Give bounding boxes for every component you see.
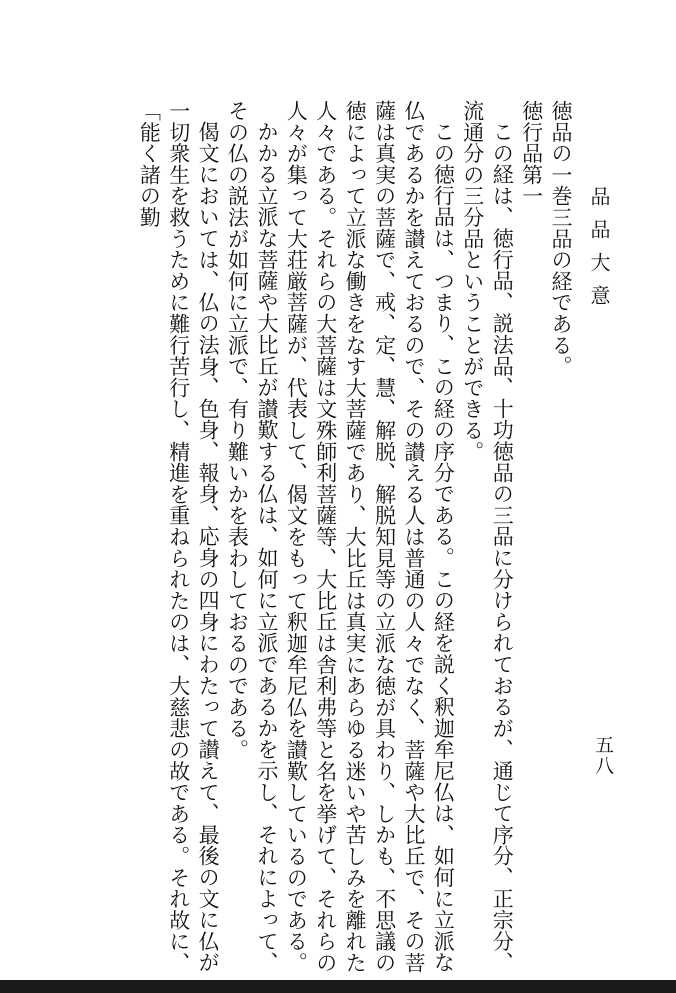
section-title: 品品大意: [587, 186, 611, 318]
chapter-heading: 徳行品第一: [519, 100, 544, 207]
paragraph: この徳行品は、つまり、この経の序分である。この経を説く釈迦牟尼仏は、如何に立派な仏であるかを讃えておるので、その讃える人は普通の人々でなく、菩薩や大比丘で、その菩薩は真実の菩薩で、戒、定、慧、解脱、解脱知見等の立派な徳が具わり、しかも、不思議の徳によって立派な働きをなす大菩薩であり、大比丘は真実にあらゆる迷いや苦しみを離れた人々である。それらの大菩薩は文殊師利菩薩等、大比丘は舎利弗等と名を挙げて、それらの人々が集って大荘厳菩薩が、代表して、偈文をもって釈迦牟尼仏を讃歎しているのである。: [284, 100, 456, 974]
paragraph: この経は、徳行品、説法品、十功徳品の三品に分けられておるが、通じて序分、正宗分、流通分の三分品ということができる。: [460, 100, 515, 973]
paragraph: かかる立派な菩薩や大比丘が讃歎する仏は、如何に立派であるかを示し、それによって、その仏の説法が如何に立派で、有り難いかを表わしておるのである。: [225, 100, 279, 973]
paragraph: 偈文においては、仏の法身、色身、報身、応身の四身にわたって讃えて、最後の文に仏が一切衆生を救うために難行苦行し、精進を重ねられたのは、大慈悲の故である。それ故に、「能く諸の勤: [137, 100, 221, 974]
page-number: 五八: [592, 735, 614, 777]
scan-edge-band: [0, 980, 676, 993]
paragraph-intro: 徳品の一巻三品の経である。: [549, 100, 573, 377]
body-text: [100, 100, 575, 990]
